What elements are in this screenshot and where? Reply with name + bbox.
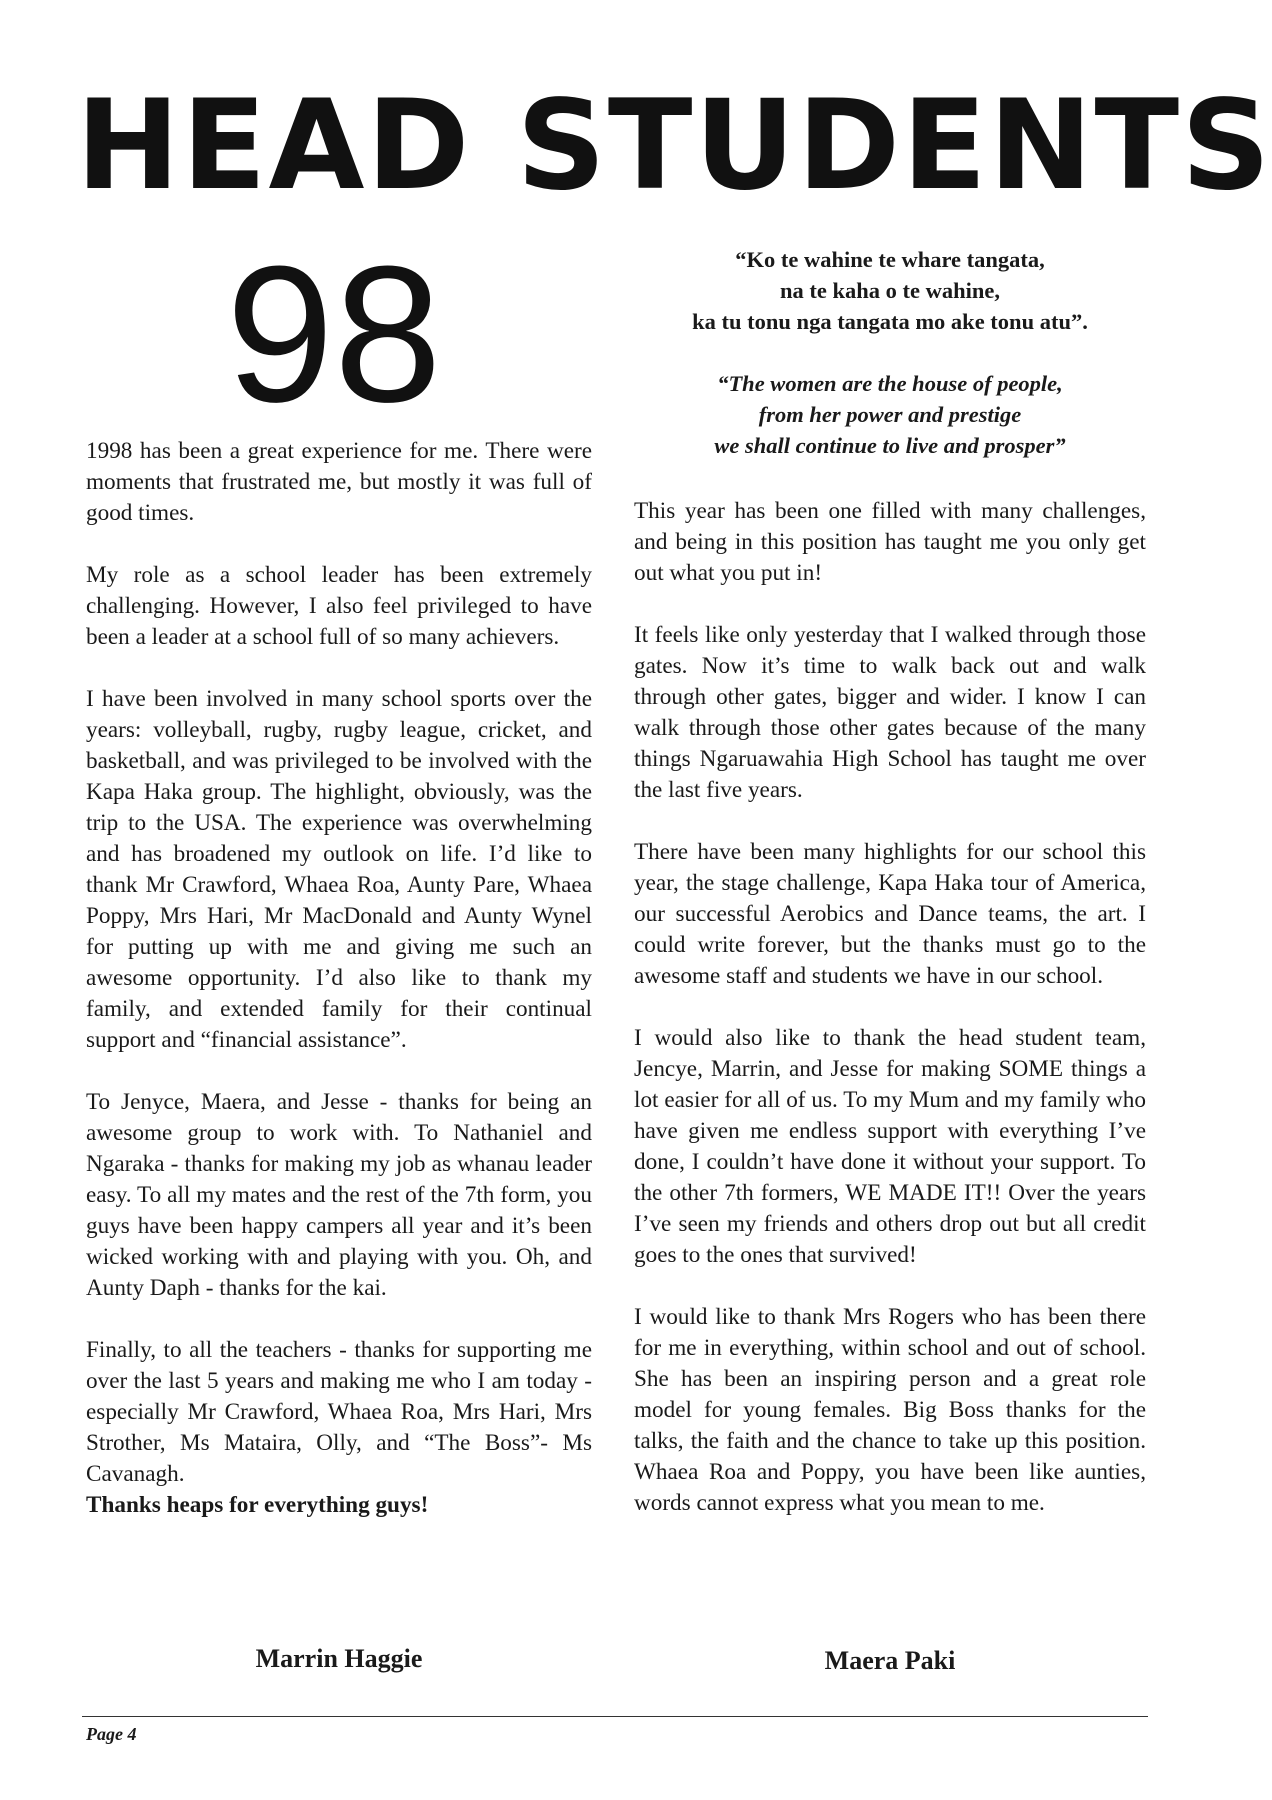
paragraph: There have been many highlights for our school this year, the stage challenge, Kapa Haka tour of America, our successful Aerobics and Dance teams, the art. I could write forever, but the thanks must go to the awesome staff and students we have in our school. (634, 839, 1146, 989)
signature-maera: Maera Paki (824, 1646, 956, 1675)
signature-marrin: Marrin Haggie (255, 1644, 423, 1673)
paragraph: 1998 has been a great experience for me. There were moments that frustrated me, but mostly it was full of good times. (86, 438, 592, 526)
year-number: 98 (226, 226, 442, 443)
proverb-line: ka tu tonu nga tangata mo ake tonu atu”. (692, 309, 1088, 334)
translation-line: “The women are the house of people, (717, 371, 1063, 396)
paragraph: This year has been one filled with many challenges, and being in this position has taught me you only get out what you put in! (634, 498, 1146, 586)
paragraph: Finally, to all the teachers - thanks for supporting me over the last 5 years and making me who I am today - especially Mr Crawford, Whaea Roa, Mrs Hari, Mrs Strother, Ms Mataira, Olly, and “The Boss”- Ms Cavanagh. (86, 1337, 592, 1487)
left-article (86, 436, 592, 1552)
paragraph: I would like to thank Mrs Rogers who has been there for me in everything, within school and out of school. She has been an inspiring person and a great role model for young females. Big Boss thanks for the talks, the faith and the chance to take up this position. Whaea Roa and Poppy, you have been like aunties, words cannot express what you mean to me. (634, 1304, 1146, 1516)
paragraph: My role as a school leader has been extremely challenging. However, I also feel privileged to have been a leader at a school full of so many achievers. (86, 562, 592, 650)
paragraph: To Jenyce, Maera, and Jesse - thanks for being an awesome group to work with. To Nathaniel and Ngaraka - thanks for making my job as whanau leader easy. To all my mates and the rest of the 7th form, you guys have been happy campers all year and it’s been wicked working with and playing with you. Oh, and Aunty Daph - thanks for the kai. (86, 1089, 592, 1301)
paragraph: It feels like only yesterday that I walked through those gates. Now it’s time to walk back out and walk through other gates, bigger and wider. I know I can walk through those other gates because of the many things Ngaruawahia High School has taught me over the last five years. (634, 622, 1146, 803)
page-number: Page 4 (86, 1724, 137, 1744)
proverb-line: na te kaha o te wahine, (779, 278, 1000, 303)
translation-line: we shall continue to live and prosper” (714, 433, 1066, 458)
right-article (634, 496, 1146, 1550)
page-title: HEAD STUDENTS (76, 74, 1272, 218)
paragraph: I have been involved in many school sports over the years: volleyball, rugby, rugby league, cricket, and basketball, and was privileged to be involved with the Kapa Haka group. The highlight, obviously, was the trip to the USA. The experience was overwhelming and has broadened my outlook on life. I’d like to thank Mr Crawford, Whaea Roa, Aunty Pare, Whaea Poppy, Mrs Hari, Mr MacDonald and Aunty Wynel for putting up with me and giving me such an awesome opportunity. I’d also like to thank my family, and extended family for their continual support and “financial assistance”. (86, 686, 592, 1053)
closing-line: Thanks heaps for everything guys! (86, 1492, 429, 1518)
proverb-line: “Ko te wahine te whare tangata, (735, 247, 1045, 272)
footer-divider (82, 1716, 1148, 1717)
maori-proverb (634, 244, 1146, 461)
translation-line: from her power and prestige (758, 402, 1022, 427)
paragraph: I would also like to thank the head student team, Jencye, Marrin, and Jesse for making SOME things a lot easier for all of us. To my Mum and my family who have given me endless support with everything I’ve done, I couldn’t have done it without your support. To the other 7th formers, WE MADE IT!! Over the years I’ve seen my friends and others drop out but all credit goes to the ones that survived! (634, 1025, 1146, 1268)
proverb-translation (634, 368, 1146, 461)
